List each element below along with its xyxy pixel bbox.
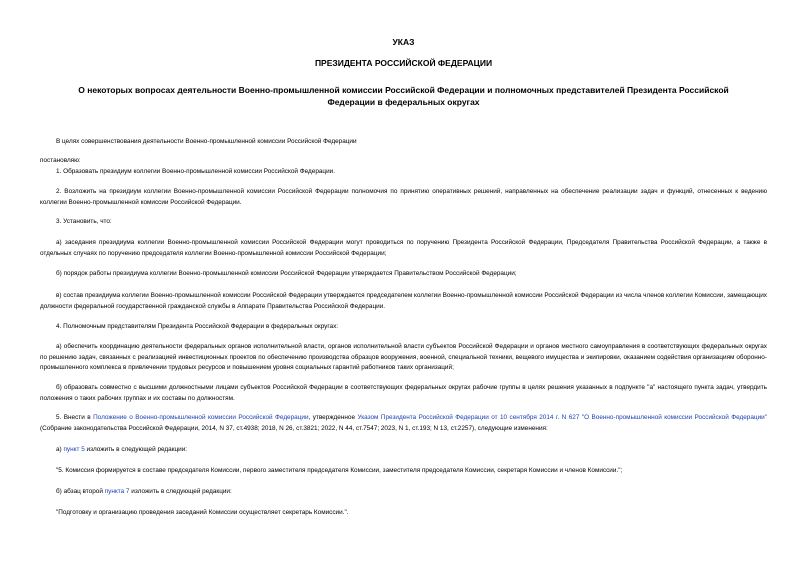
item-4a-paragraph: а) обеспечить координацию деятельности федеральных органов исполнительной власти, органов исполнительной власти субъектов Российской Федерации и органов местного самоуправления в соответствующих федеральных округах по решению задач, связанных с реализацией инвестиционных проектов по обеспечению производства образцов вооружения, военной, специальной техники, вещевого имущества и экипировки, оказанием содействия организациям оборонно-промышленного комплекса в привлечении трудовых ресурсов и повышением уровня социальных гарантий работников таких организаций; <box>40 343 767 371</box>
item-3c-paragraph: в) состав президиума коллегии Военно-промышленной комиссии Российской Федерации утверждается председателем коллегии Военно-промышленной комиссии Российской Федерации из числа членов коллегии Комиссии, замещающих должности федеральной государственной гражданской службы в Аппарате Правительства Российской Федерации. <box>40 292 767 310</box>
point-5-new-text: "5. Комиссия формируется в составе председателя Комиссии, первого заместителя председателя Комиссии, заместителя председателя Комиссии, секретаря Комиссии и членов Комиссии."; <box>56 467 623 474</box>
item-4-paragraph: 4. Полномочным представителям Президента Российской Федерации в федеральных округах: <box>56 323 339 330</box>
item-5a-paragraph <box>56 445 187 456</box>
item-5-paragraph <box>40 413 767 434</box>
item-5a-text-2: изложить в следующей редакции: <box>84 446 188 453</box>
item-5-text-2: , утвержденное <box>308 414 358 421</box>
item-3-paragraph: 3. Установить, что: <box>56 218 112 225</box>
item-5b-text-2: изложить в следующей редакции: <box>129 488 232 495</box>
regulation-link[interactable]: Положение о Военно-промышленной комиссии Российской Федерации <box>93 414 309 421</box>
document-title: О некоторых вопросах деятельности Военно-промышленной комиссии Российской Федерации и полномочных представителей Президента Российской Федерации в федеральных округах <box>78 85 729 107</box>
issuer-heading: ПРЕЗИДЕНТА РОССИЙСКОЙ ФЕДЕРАЦИИ <box>314 58 493 68</box>
point-7-new-text: "Подготовку и организацию проведения заседаний Комиссии осуществляет секретарь Комиссии.". <box>56 509 349 516</box>
item-5-text-3: (Собрание законодательства Российской Федерации, 2014, N 37, ст.4938; 2018, N 26, ст.3821; 2022, N 44, ст.7547; 2023, N 1, ст.193; N 13, ст.2257), следующие изменения: <box>40 424 548 432</box>
item-3b-paragraph: б) порядок работы президиума коллегии Военно-промышленной комиссии Российской Федерации утверждается Правительством Российской Федерации; <box>56 270 517 277</box>
doc-type-heading: УКАЗ <box>392 37 415 47</box>
item-1-paragraph: 1. Образовать президиум коллегии Военно-промышленной комиссии Российской Федерации. <box>56 168 336 175</box>
preamble-paragraph: В целях совершенствования деятельности Военно-промышленной комиссии Российской Федерации <box>56 138 357 145</box>
point-5-link[interactable]: пункт 5 <box>63 446 85 453</box>
item-4b-paragraph: б) образовать совместно с высшими должностными лицами субъектов Российской Федерации в соответствующих федеральных округах рабочие группы в целях решения указанных в подпункте "а" настоящего пункта задач, утвердить положения о таких рабочих группах и их составы по должностям. <box>40 384 767 402</box>
item-5b-text-1: б) абзац второй <box>56 488 105 495</box>
decree-627-link[interactable]: Указом Президента Российской Федерации от 10 сентября 2014 г. N 627 "О Военно-промышленной комиссии Российской Федерации" <box>357 414 767 421</box>
item-2-paragraph: 2. Возложить на президиум коллегии Военно-промышленной комиссии Российской Федерации полномочия по принятию оперативных решений, направленных на обеспечение реализации задач и функций, отнесенных к ведению коллегии Военно-промышленной комиссии Российской Федерации. <box>40 188 767 206</box>
item-3a-paragraph: а) заседания президиума коллегии Военно-промышленной комиссии Российской Федерации могут проводиться по поручению Президента Российской Федерации, Председателя Правительства Российской Федерации, а также в отдельных случаях по поручению председателя коллегии Военно-промышленной комиссии Российской Федерации; <box>40 239 767 257</box>
item-5-text-1: 5. Внести в <box>56 414 94 421</box>
point-7-link[interactable]: пункта 7 <box>104 488 130 495</box>
resolve-paragraph: постановляю: <box>40 157 81 164</box>
item-5b-paragraph <box>56 487 232 498</box>
item-5a-text-1: а) <box>56 446 64 453</box>
